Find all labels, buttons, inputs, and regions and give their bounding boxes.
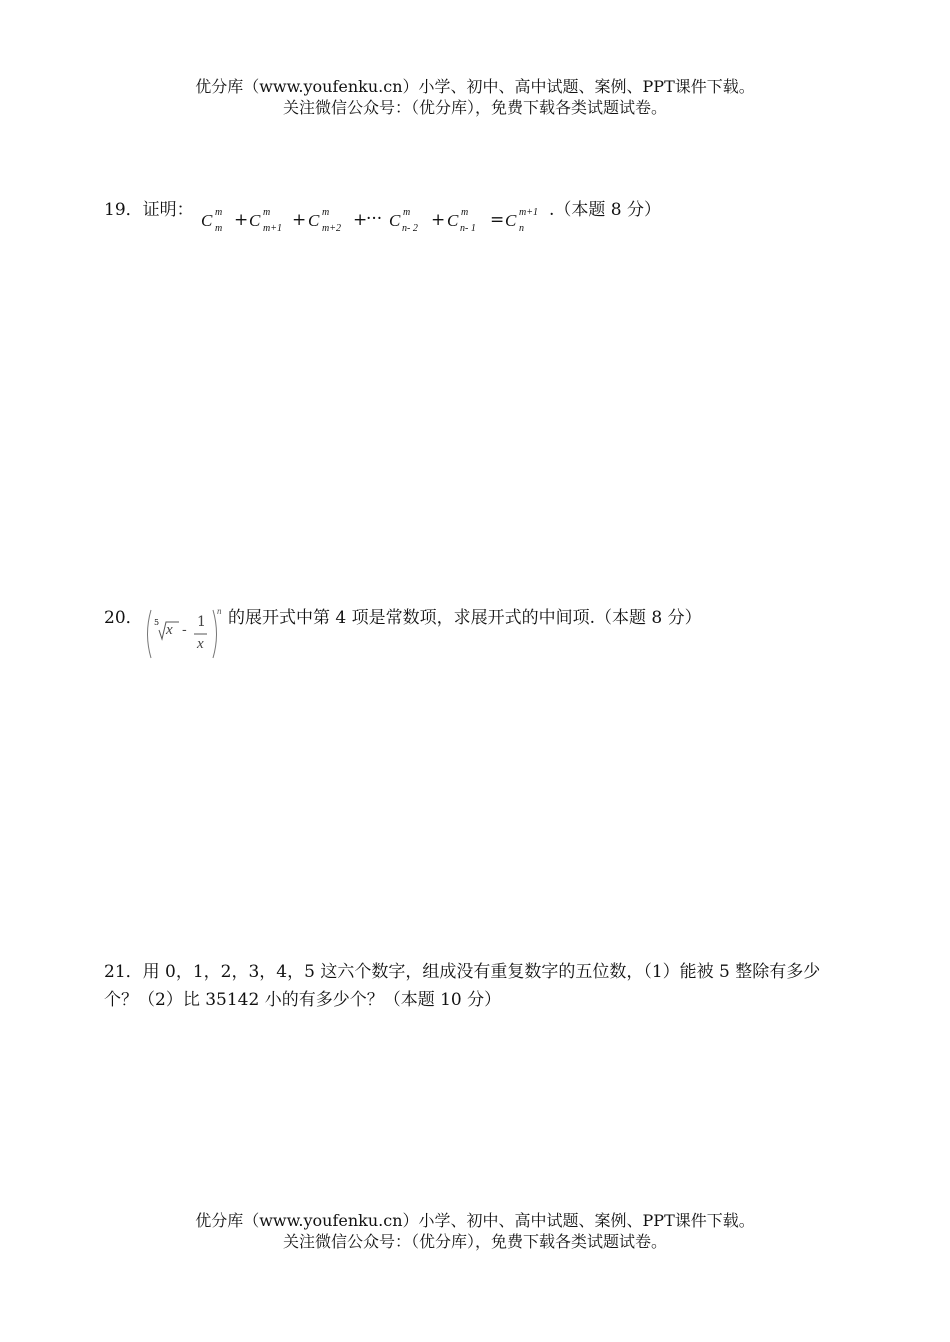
page-footer <box>0 1210 950 1252</box>
question-21-text: 用 0，1，2，3，4，5 这六个数字，组成没有重复数字的五位数，（1）能被 5 整除有多少个？（2）比 35142 小的有多少个？（本题 10 分） <box>104 962 821 1010</box>
question-lead: 证明： <box>142 200 194 220</box>
numerator-one: 1 <box>197 614 206 630</box>
c-term-2: C <box>249 211 261 230</box>
c-term-2-sup: m <box>263 207 271 218</box>
c-term-6-sub: n <box>519 223 524 234</box>
denominator-x: x <box>197 636 204 652</box>
plus-sign: + <box>431 210 446 230</box>
footer-line-1: 优分库（www.youfenku.cn）小学、初中、高中试题、案例、PPT课件下载。 <box>195 1211 755 1230</box>
c-term-5-sub: n- 1 <box>460 223 476 234</box>
c-term-3-sub: m+2 <box>322 223 341 234</box>
c-term-1-sup: m <box>215 207 223 218</box>
minus-sign: - <box>182 622 187 638</box>
question-21 <box>104 958 854 1014</box>
c-term-2-sub: m+1 <box>263 223 282 234</box>
c-term-4-sub: n- 2 <box>402 223 418 234</box>
c-term-1-sub: m <box>215 223 223 234</box>
root-index: 5 <box>154 618 160 627</box>
binomial-expression <box>143 606 223 662</box>
c-term-1: C <box>201 211 213 230</box>
c-term-6-sup: m+1 <box>519 207 538 218</box>
question-number: 19． <box>104 200 143 220</box>
question-number: 20． <box>104 608 143 628</box>
question-20-text: 的展开式中第 4 项是常数项，求展开式的中间项.（本题 8 分） <box>228 608 702 628</box>
c-term-3: C <box>308 211 320 230</box>
c-term-5-sup: m <box>461 207 469 218</box>
ellipsis: ··· <box>366 209 383 229</box>
c-term-6: C <box>505 211 517 230</box>
c-term-4-sup: m <box>403 207 411 218</box>
c-term-3-sup: m <box>322 207 330 218</box>
plus-sign: + <box>353 210 368 230</box>
c-term-4: C <box>389 211 401 230</box>
exponent-n: n <box>217 606 222 616</box>
footer-line-2: 关注微信公众号：（优分库），免费下载各类试题试卷。 <box>282 1232 667 1251</box>
question-19 <box>104 196 194 224</box>
radicand-x: x <box>166 622 173 638</box>
page-header <box>0 76 950 118</box>
c-term-5: C <box>447 211 459 230</box>
plus-sign: + <box>234 210 249 230</box>
equals-sign: = <box>490 210 505 230</box>
combination-sum-formula <box>201 201 561 241</box>
question-19-points: .（本题 8 分） <box>549 200 662 220</box>
header-line-2: 关注微信公众号：（优分库），免费下载各类试题试卷。 <box>282 98 667 117</box>
plus-sign: + <box>292 210 307 230</box>
question-number: 21． <box>104 962 143 982</box>
header-line-1: 优分库（www.youfenku.cn）小学、初中、高中试题、案例、PPT课件下载。 <box>195 77 755 96</box>
question-20 <box>104 604 143 632</box>
